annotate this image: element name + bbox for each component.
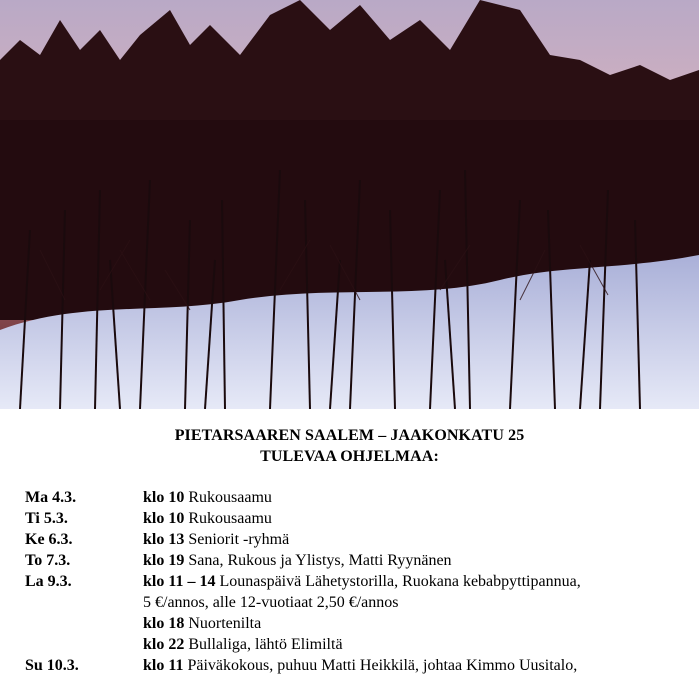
schedule-text: Seniorit -ryhmä [184, 531, 290, 548]
page-subtitle: TULEVAA OHJELMAA: [260, 448, 439, 465]
schedule-text: Nuortenilta [184, 615, 262, 632]
schedule-time: klo 11 – 14 [143, 573, 216, 590]
schedule-text: Rukousaamu [184, 489, 272, 506]
schedule-row [0, 634, 699, 655]
schedule-row [0, 550, 699, 571]
schedule-row [0, 613, 699, 634]
schedule-text: 5 €/annos, alle 12-vuotiaat 2,50 €/annos [143, 594, 399, 611]
schedule-text: Rukousaamu [184, 510, 272, 527]
schedule-entry [143, 655, 577, 676]
schedule-text: Sana, Rukous ja Ylistys, Matti Ryynänen [184, 552, 452, 569]
schedule-day: La 9.3. [25, 573, 72, 590]
schedule-entry [143, 529, 289, 550]
schedule-time: klo 10 [143, 510, 185, 527]
schedule-time: klo 11 [143, 657, 184, 674]
schedule-entry [143, 592, 399, 613]
schedule-entry [143, 634, 343, 655]
schedule-entry [143, 487, 272, 508]
schedule-entry [143, 571, 581, 592]
schedule-row [0, 571, 699, 592]
schedule-entry [143, 613, 261, 634]
schedule-row [0, 655, 699, 676]
schedule-time: klo 18 [143, 615, 185, 632]
schedule-time: klo 22 [143, 636, 185, 653]
schedule-day: Ti 5.3. [25, 510, 68, 527]
schedule-text: Päiväkokous, puhuu Matti Heikkilä, johtaa Kimmo Uusitalo, [183, 657, 578, 674]
schedule-text: Bullaliga, lähtö Elimiltä [184, 636, 343, 653]
schedule-row [0, 592, 699, 613]
schedule-time: klo 19 [143, 552, 185, 569]
schedule-day: To 7.3. [25, 552, 71, 569]
schedule-day: Ke 6.3. [25, 531, 73, 548]
schedule-entry [143, 508, 272, 529]
schedule-list [0, 487, 699, 676]
schedule-row [0, 508, 699, 529]
schedule-day: Su 10.3. [25, 657, 79, 674]
schedule-row [0, 487, 699, 508]
schedule-text: Lounaspäivä Lähetystorilla, Ruokana kebabpyttipannua, [215, 573, 581, 590]
schedule-time: klo 13 [143, 531, 185, 548]
schedule-row [0, 529, 699, 550]
schedule-day: Ma 4.3. [25, 489, 77, 506]
page-title: PIETARSAAREN SAALEM – JAAKONKATU 25 [174, 427, 525, 444]
schedule-time: klo 10 [143, 489, 185, 506]
schedule-entry [143, 550, 452, 571]
